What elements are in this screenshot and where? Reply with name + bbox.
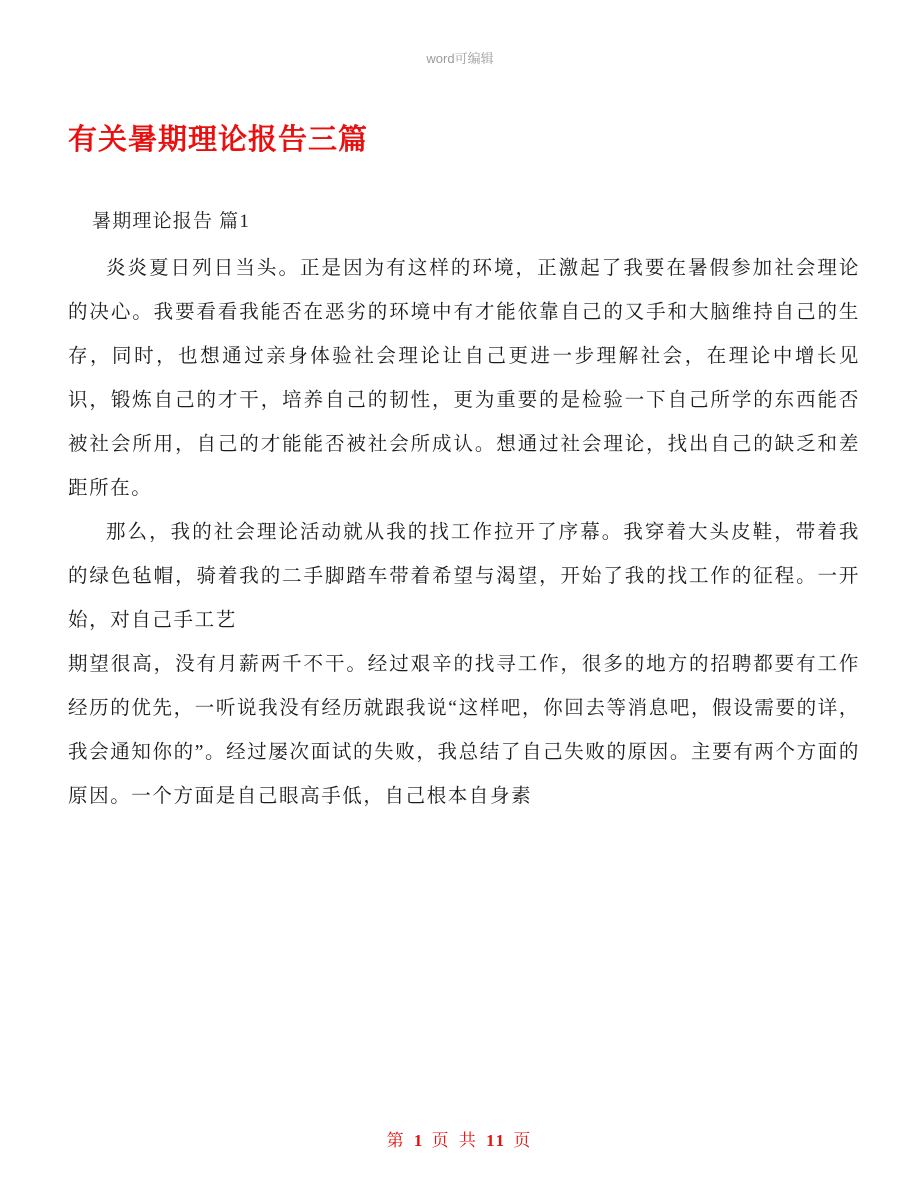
paragraph: 那么，我的社会理论活动就从我的找工作拉开了序幕。我穿着大头皮鞋，带着我的绿色毡帽，骑着我的二手脚踏车带着希望与渴望，开始了我的找工作的征程。一开始，对自己手工艺 bbox=[68, 522, 860, 631]
paragraph: 期望很高，没有月薪两千不干。经过艰辛的找寻工作，很多的地方的招聘都要有工作经历的优先，一听说我没有经历就跟我说“这样吧，你回去等消息吧，假设需要的详，我会通知你的”。经过屡次面试的失败，我总结了自己失败的原因。主要有两个方面的原因。一个方面是自己眼高手低，自己根本自身素 bbox=[68, 654, 860, 807]
page-title: 有关暑期理论报告三篇 bbox=[68, 124, 369, 156]
footer-prefix: 第 bbox=[386, 1131, 407, 1150]
footer-total-pages: 11 bbox=[486, 1131, 507, 1150]
paragraph: 炎炎夏日列日当头。正是因为有这样的环境，正激起了我要在暑假参加社会理论的决心。我要看看我能否在恶劣的环境中有才能依靠自己的又手和大脑维持自己的生存，同时，也想通过亲身体验社会理论让自己更进一步理解社会，在理论中增长见识，锻炼自己的才干，培养自己的韧性，更为重要的是检验一下自己所学的东西能否被社会所用，自己的才能能否被社会所成认。想通过社会理论，找出自己的缺乏和差距所在。 bbox=[68, 258, 860, 499]
document-body bbox=[0, 206, 920, 819]
footer-suffix: 页 bbox=[513, 1131, 534, 1150]
watermark-text: word可编辑 bbox=[426, 51, 494, 66]
footer-middle: 页 共 bbox=[431, 1131, 479, 1150]
page-footer bbox=[0, 1126, 920, 1151]
footer-current-page: 1 bbox=[413, 1131, 425, 1150]
section-subheading: 暑期理论报告 篇1 bbox=[92, 211, 251, 232]
